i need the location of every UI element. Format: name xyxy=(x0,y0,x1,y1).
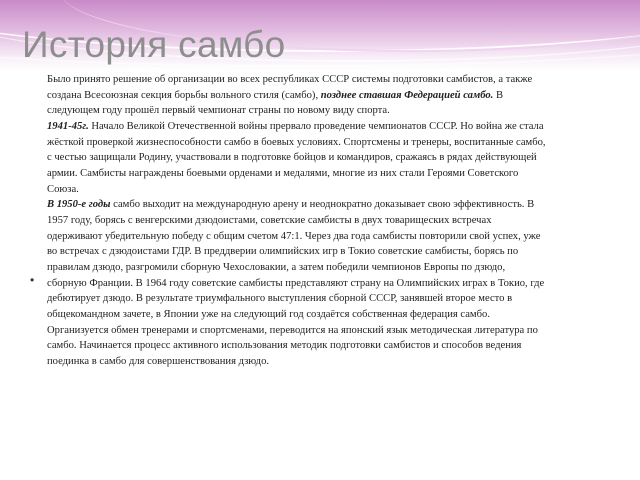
slide-body xyxy=(47,72,547,369)
paragraph-text: Было принято решение об организации во всех республиках СССР системы подготовки самбистов, а также создана Всесоюзная секция борьбы вольного стиля (самбо), xyxy=(47,74,533,101)
paragraph-emphasis: 1941-45г. xyxy=(47,120,89,132)
slide-title: История самбо xyxy=(22,24,286,65)
paragraph-2 xyxy=(47,119,547,197)
paragraph-1 xyxy=(47,72,547,119)
paragraph-text: Начало Великой Отечественной войны прервало проведение чемпионатов СССР. Но война же стала жёсткой проверкой жизнеспособности самбо в боевых условиях. Спортсмены и тренеры, воспитанные самбо, с честью защищали Родину, участвовали в подготовке бойцов и командиров, сражаясь в рядах действующей армии. Самбисты награждены боевыми орденами и медалями, многие из них стали Героями Советского Союза. xyxy=(47,120,546,195)
paragraph-emphasis: позднее ставшая Федерацией самбо. xyxy=(320,89,494,101)
paragraph-3 xyxy=(47,197,547,369)
paragraph-text: В следующем году прошёл первый чемпионат страны по новому виду спорта. xyxy=(47,89,504,117)
bullet-marker: • xyxy=(30,273,35,287)
paragraph-emphasis: В 1950-е годы xyxy=(47,199,111,211)
paragraph-text: самбо выходит на международную арену и неоднократно доказывает свою эффективность. В 1957 году, борясь с венгерскими дзюдоистами, советские самбисты в двух товарищеских встречах одерживают убедительную победу с общим счетом 47:1. Через два года самбисты повторили свой успех, уже во встречах с дзюдоистами ГДР. В преддверии олимпийских игр в Токио советские самбисты, борясь по правилам дзюдо, разгромили сборную Чехословакии, а затем победили чемпионов Европы по дзюдо, сборную Франции. В 1964 году советские самбисты представляют страну на Олимпийских играх в Токио, где дебютирует дзюдо. В результате триумфального выступления сборной СССР, занявшей второе место в общекомандном зачете, в Японии уже на следующий год создаётся собственная федерация самбо. Организуется обмен тренерами и спортсменами, переводится на японский язык методическая литература по самбо. Начинается процесс активного использования методик подготовки самбистов и способов ведения поединка в самбо для совершенствования дзюдо. xyxy=(47,199,545,367)
